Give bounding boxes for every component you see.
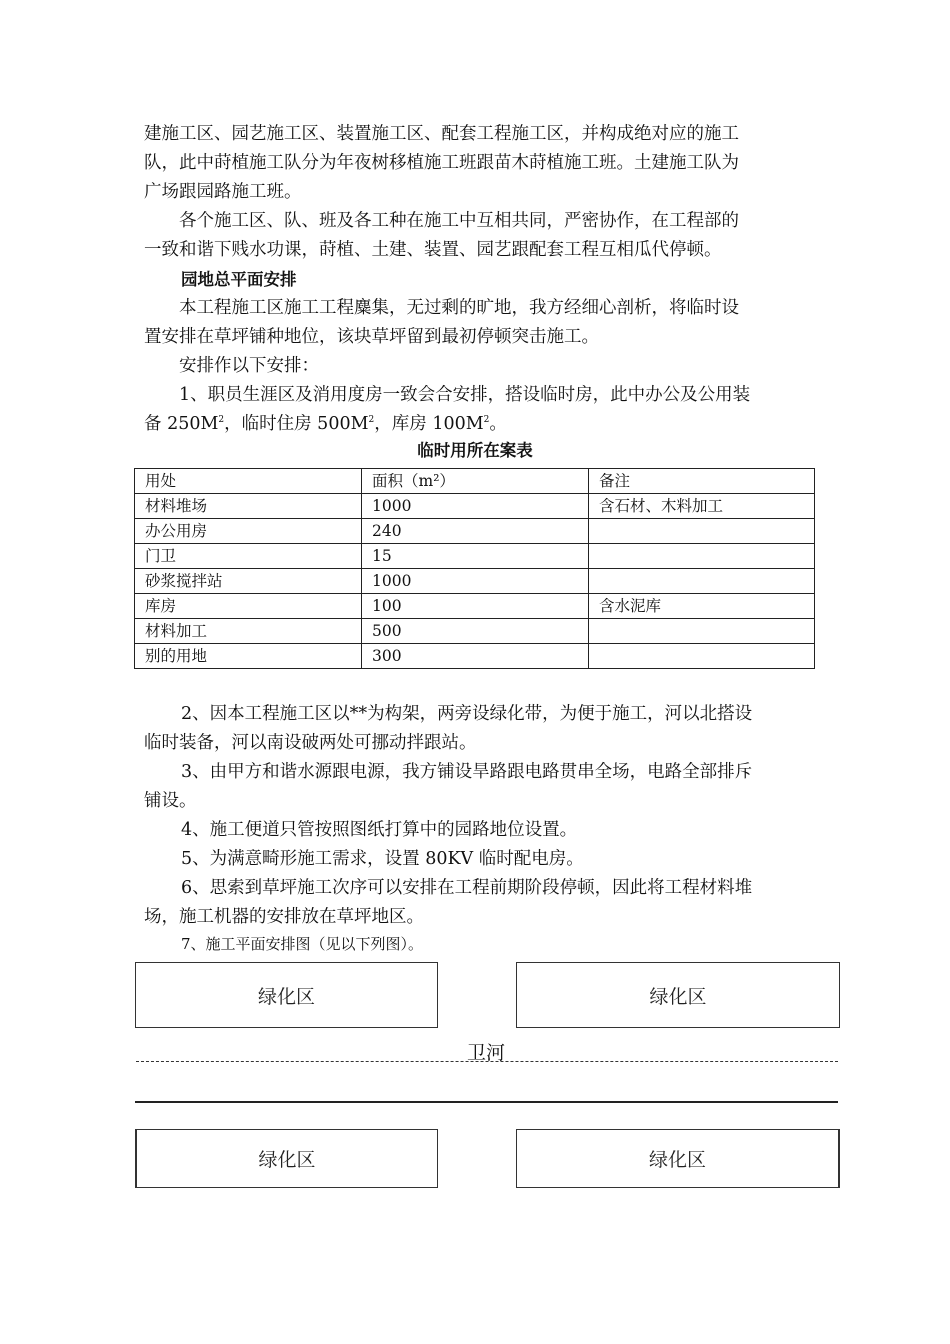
paragraph-line: 安排作以下安排：: [179, 356, 319, 376]
usage-table: [134, 468, 815, 669]
header-cell: 面积（m²）: [362, 469, 589, 494]
table-cell: 砂浆搅拌站: [135, 569, 362, 594]
green-zone-bottom-left: [135, 1129, 438, 1188]
paragraph-line: 临时装备，河以南设破两处可挪动拌跟站。: [144, 733, 477, 753]
river-label: 卫河: [467, 1042, 506, 1064]
paragraph-line: 置安排在草坪铺种地位，该块草坪留到最初停顿突击施工。: [144, 327, 599, 347]
header-cell: 备注: [589, 469, 815, 494]
zone-label: 绿化区: [649, 985, 707, 1008]
paragraph-line: 5、为满意畸形施工需求，设置 80KV 临时配电房。: [181, 849, 584, 869]
green-zone-bottom-right: [516, 1129, 840, 1188]
table-cell: 材料堆场: [135, 494, 362, 519]
table-cell: [589, 644, 815, 669]
table-row: [135, 619, 815, 644]
paragraph-line: 1、职员生涯区及消用度房一致会合安排，搭设临时房，此中办公及公用装: [179, 385, 751, 405]
table-cell: 300: [362, 644, 589, 669]
road-line: [135, 1101, 838, 1103]
table-cell: [589, 619, 815, 644]
paragraph-line: 队，此中莳植施工队分为年夜树移植施工班跟苗木莳植施工班。土建施工队为: [144, 153, 739, 173]
superscript: 2: [218, 415, 225, 426]
paragraph-line: 场，施工机器的安排放在草坪地区。: [144, 907, 424, 927]
table-header-row: [135, 469, 815, 494]
table-cell: 含水泥库: [589, 594, 815, 619]
paragraph-line: 一致和谐下贱水功课，莳植、土建、装置、园艺跟配套工程互相瓜代停顿。: [144, 240, 722, 260]
paragraph-line: 3、由甲方和谐水源跟电源，我方铺设旱路跟电路贯串全场，电路全部排斥: [181, 762, 753, 782]
table-cell: 1000: [362, 569, 589, 594]
superscript: 2: [368, 415, 375, 426]
table-cell: [589, 569, 815, 594]
green-zone-top-right: [516, 962, 840, 1028]
table-cell: 100: [362, 594, 589, 619]
table-cell: 门卫: [135, 544, 362, 569]
paragraph-line: 铺设。: [144, 791, 197, 811]
paragraph-line: 7、施工平面安排图（见以下列图）。: [181, 935, 424, 953]
table-row: [135, 494, 815, 519]
header-cell: 用处: [135, 469, 362, 494]
paragraph-line: 本工程施工区施工工程麋集，无过剩的旷地，我方经细心剖析，将临时设: [179, 298, 739, 318]
zone-label: 绿化区: [257, 985, 315, 1008]
paragraph-line: 4、施工便道只管按照图纸打算中的园路地位设置。: [181, 820, 578, 840]
table-cell: 1000: [362, 494, 589, 519]
table-cell: 240: [362, 519, 589, 544]
section-heading: 园地总平面安排: [181, 270, 297, 289]
paragraph-line: 2、因本工程施工区以**为构架，两旁设绿化带，为便于施工，河以北搭设: [181, 704, 753, 724]
table-body: [135, 469, 815, 669]
superscript: 2: [483, 415, 490, 426]
paragraph-line: 6、思索到草坪施工次序可以安排在工程前期阶段停顿，因此将工程材料堆: [181, 878, 753, 898]
table-cell: [589, 519, 815, 544]
table-row: [135, 544, 815, 569]
table-cell: 办公用房: [135, 519, 362, 544]
text-run: 。: [489, 414, 507, 434]
zone-label: 绿化区: [648, 1149, 706, 1171]
table-cell: 别的用地: [135, 644, 362, 669]
table-cell: 库房: [135, 594, 362, 619]
table-cell: 500: [362, 619, 589, 644]
table-cell: [589, 544, 815, 569]
paragraph-line: 建施工区、园艺施工区、装置施工区、配套工程施工区，并构成绝对应的施工: [144, 124, 739, 144]
paragraph-line: [144, 410, 814, 439]
table-row: [135, 594, 815, 619]
green-zone-top-left: [135, 962, 438, 1028]
text-run: 备 250M: [144, 414, 219, 434]
paragraph-line: 广场跟园路施工班。: [144, 182, 302, 202]
table-cell: 材料加工: [135, 619, 362, 644]
table-cell: 含石材、木料加工: [589, 494, 815, 519]
table-row: [135, 519, 815, 544]
table-row: [135, 569, 815, 594]
table-cell: 15: [362, 544, 589, 569]
table-title: 临时用所在案表: [417, 441, 533, 460]
zone-label: 绿化区: [258, 1149, 316, 1171]
paragraph-line: 各个施工区、队、班及各工种在施工中互相共同，严密协作，在工程部的: [179, 211, 739, 231]
text-run: ，库房 100M: [374, 414, 484, 434]
text-run: ，临时住房 500M: [224, 414, 369, 434]
table-row: [135, 644, 815, 669]
